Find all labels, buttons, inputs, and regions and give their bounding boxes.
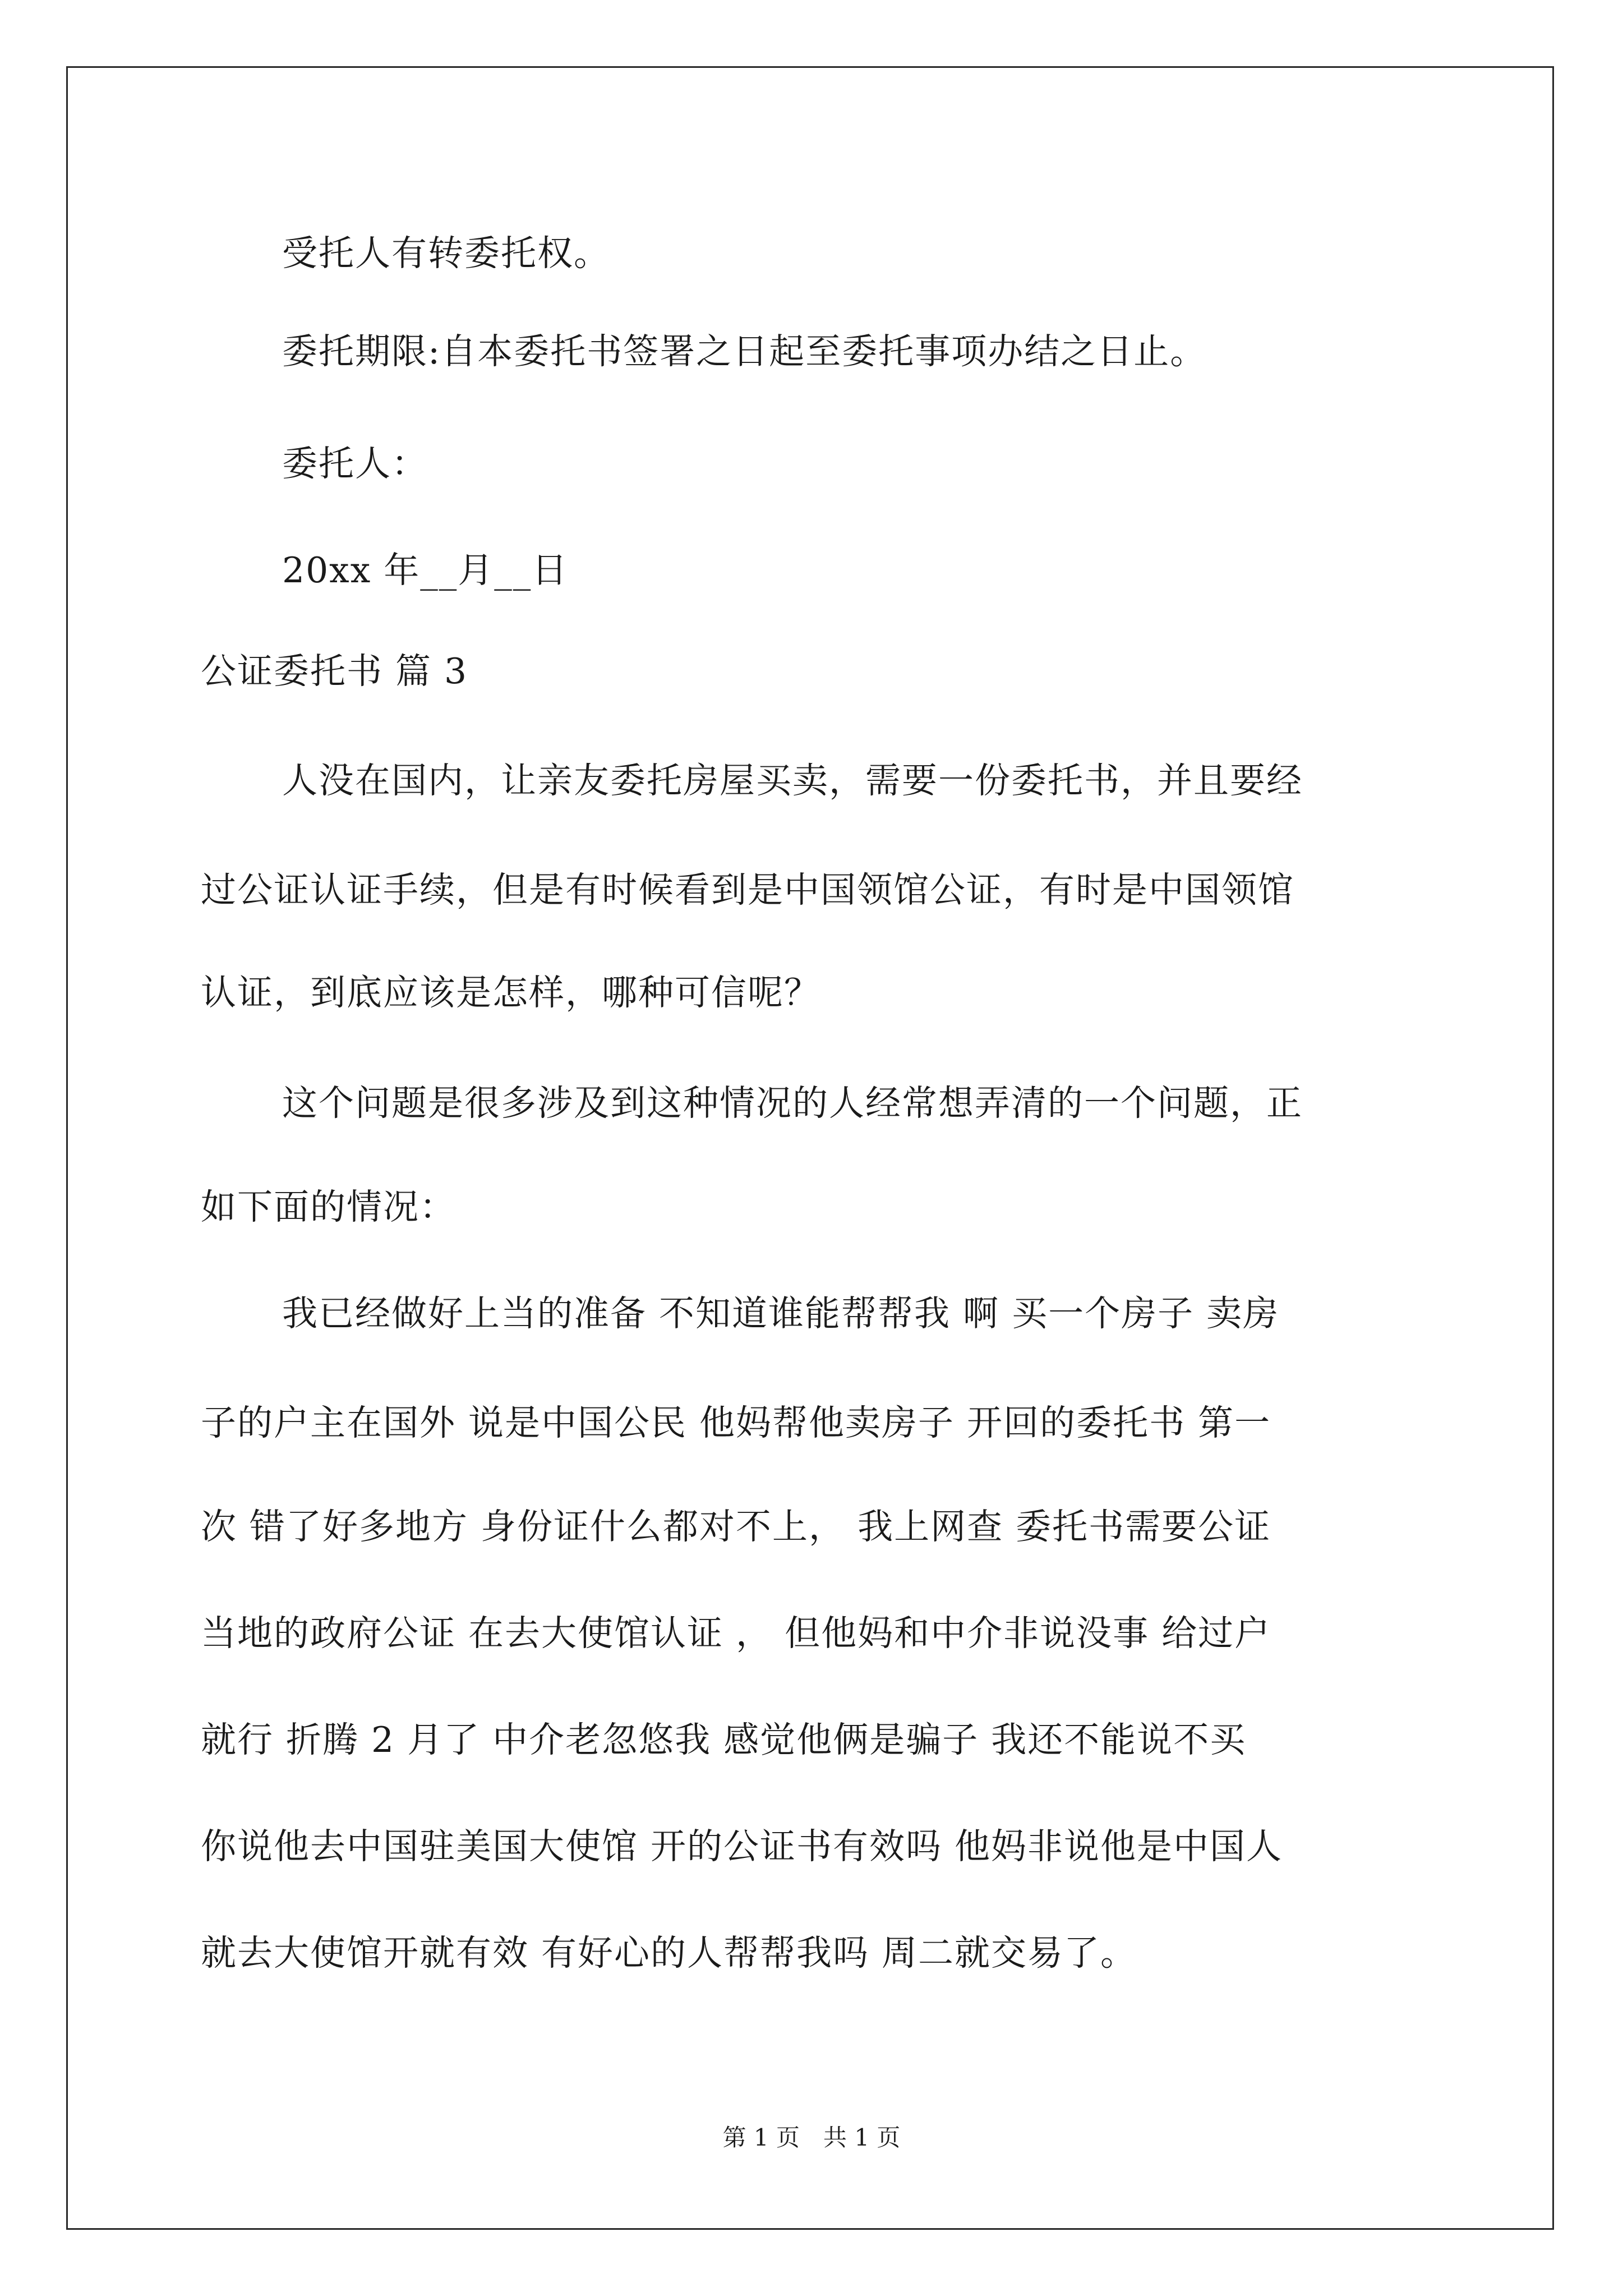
page-border [66,66,1554,2230]
paragraph-line: 委托期限:自本委托书签署之日起至委托事项办结之日止。 [282,331,1207,372]
page-footer: 第 1 页 共 1 页 [722,2124,901,2151]
paragraph-line: 认证，到底应该是怎样，哪种可信呢？ [201,972,820,1013]
paragraph-line: 委托人： [282,443,428,484]
paragraph-line: 子的户主在国外 说是中国公民 他妈帮他卖房子 开回的委托书 第一 [201,1402,1271,1443]
paragraph-line: 就行 折腾 2 月了 中介老忽悠我 感觉他俩是骗子 我还不能说不买 [201,1719,1247,1760]
paragraph-line: 过公证认证手续，但是有时候看到是中国领馆公证，有时是中国领馆 [201,869,1294,910]
paragraph-line: 这个问题是很多涉及到这种情况的人经常想弄清的一个问题，正 [282,1083,1303,1124]
paragraph-line: 如下面的情况： [201,1186,456,1227]
paragraph-line: 你说他去中国驻美国大使馆 开的公证书有效吗 他妈非说他是中国人 [201,1826,1283,1867]
paragraph-line: 次 错了好多地方 身份证什么都对不上， 我上网查 委托书需要公证 [201,1506,1271,1547]
paragraph-line: 20xx 年__月__日 [282,550,569,591]
section-heading: 公证委托书 篇 3 [201,651,468,692]
paragraph-line: 就去大使馆开就有效 有好心的人帮帮我吗 周二就交易了。 [201,1932,1137,1973]
paragraph-line: 我已经做好上当的准备 不知道谁能帮帮我 啊 买一个房子 卖房 [282,1293,1280,1334]
paragraph-line: 人没在国内，让亲友委托房屋买卖，需要一份委托书，并且要经 [282,760,1303,801]
paragraph-line: 受托人有转委托权。 [282,233,610,274]
paragraph-line: 当地的政府公证 在去大使馆认证 ， 但他妈和中介非说没事 给过户 [201,1613,1271,1654]
